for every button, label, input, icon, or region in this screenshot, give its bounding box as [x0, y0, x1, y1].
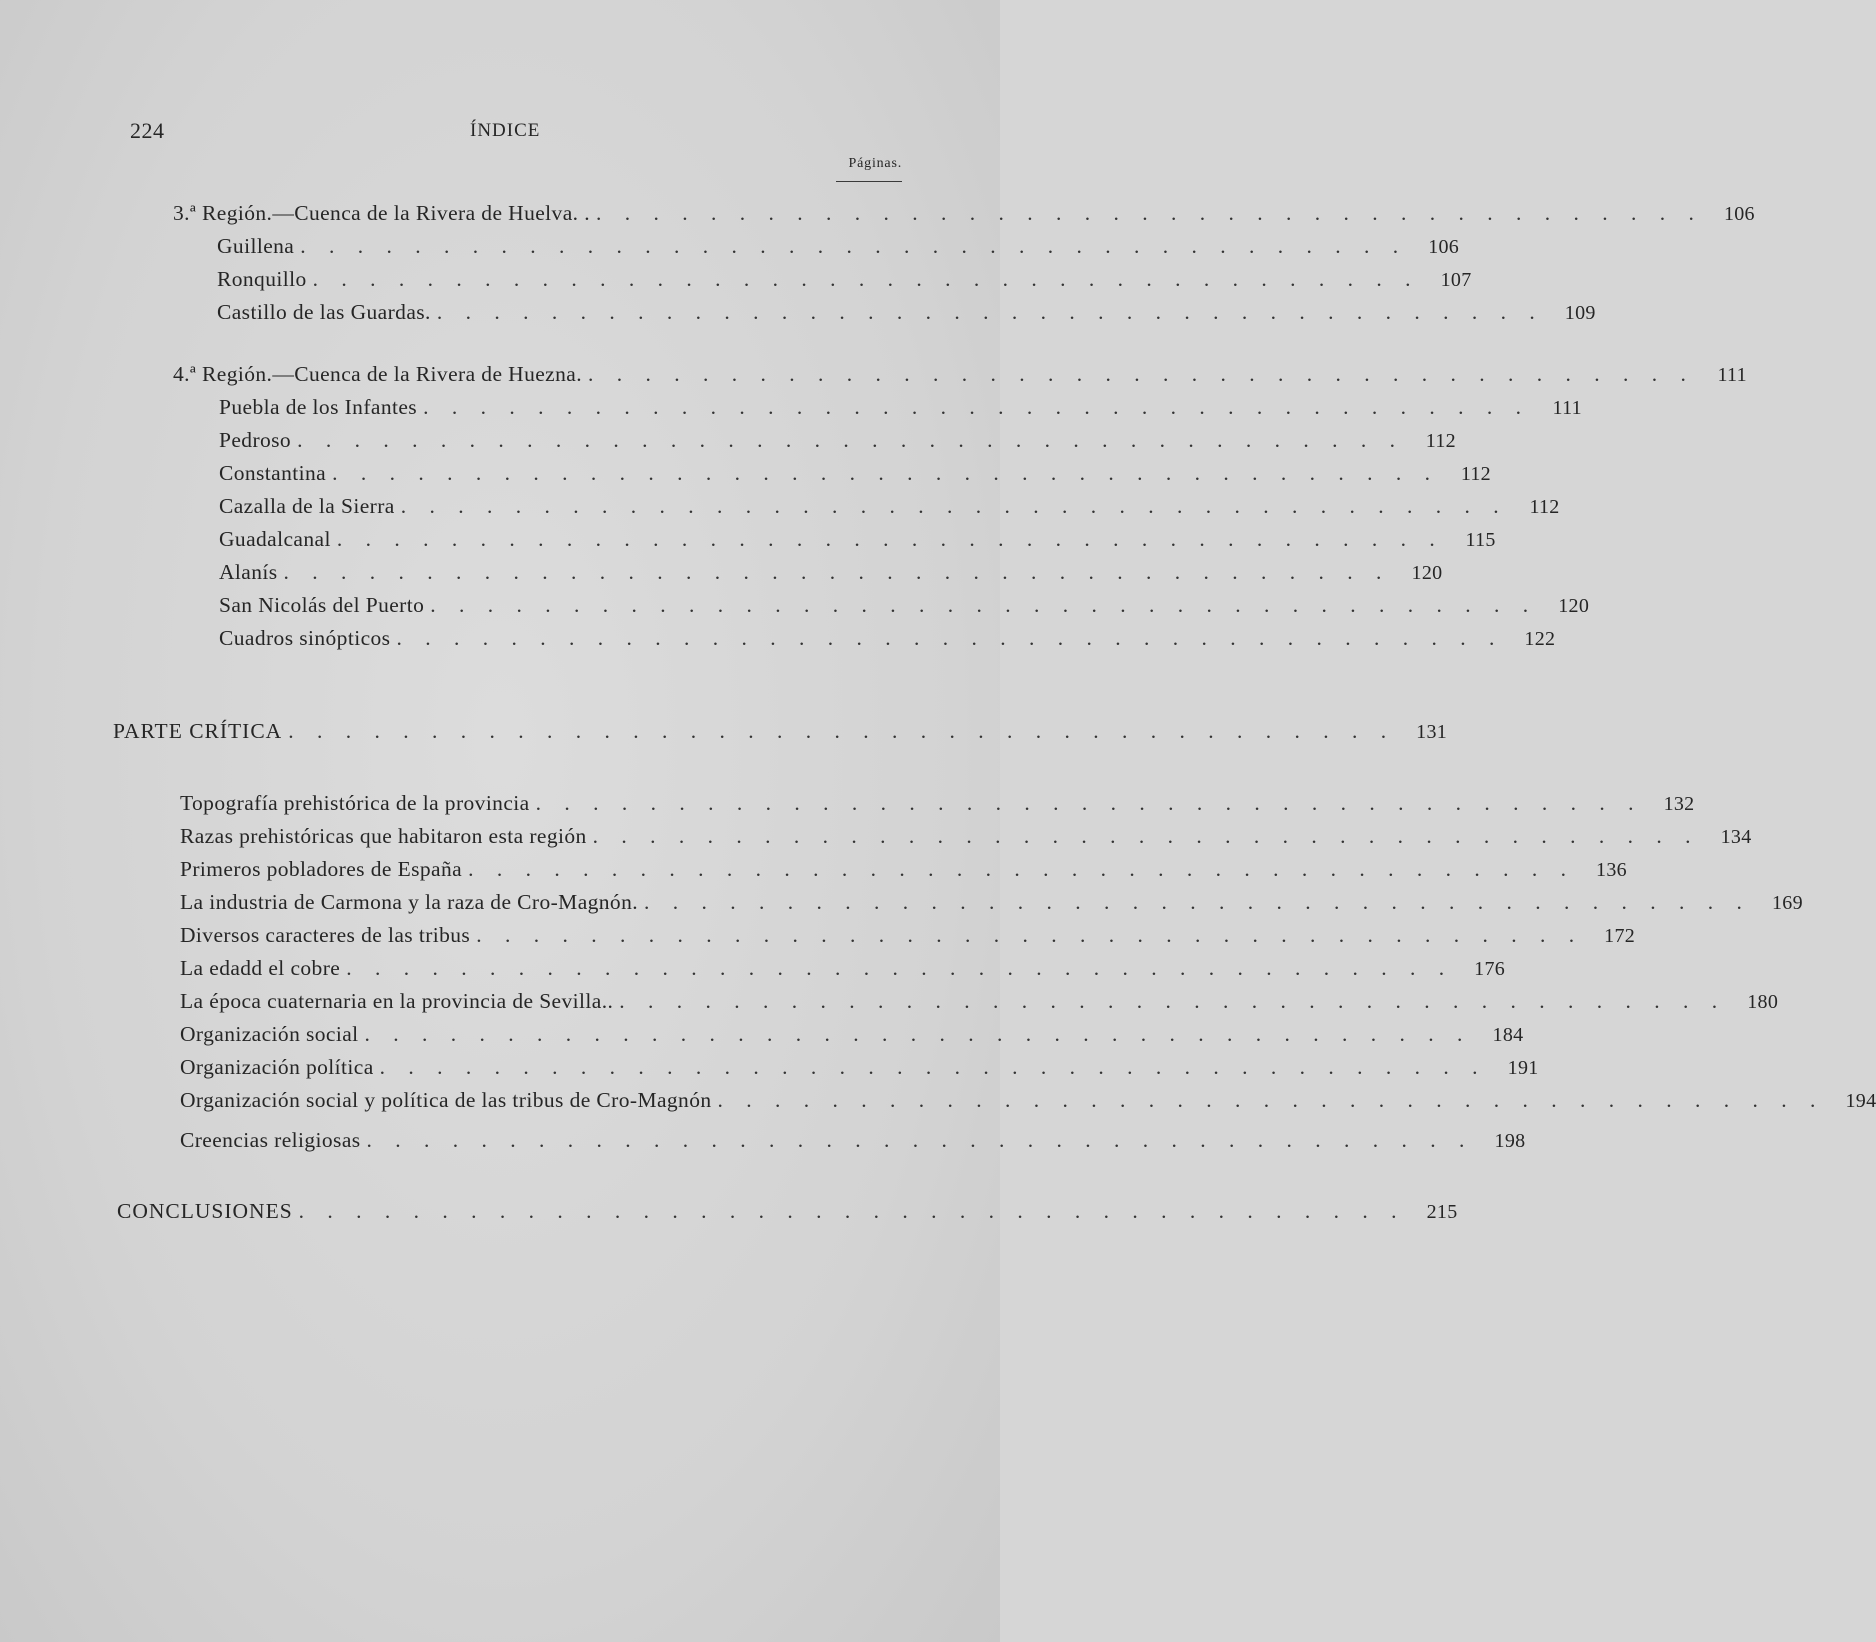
toc-entry-label: Primeros pobladores de España	[180, 857, 463, 881]
toc-entry	[180, 923, 1636, 955]
toc-entry-page: 194	[1845, 1090, 1876, 1112]
toc-entry	[217, 300, 1596, 332]
toc-entry-parte-critica	[113, 719, 1448, 751]
toc-entry-page: 115	[1465, 529, 1496, 551]
toc-entry-page: 111	[1717, 364, 1747, 386]
toc-entry	[219, 626, 1556, 658]
leader-dots: . . . . . . . . . . . . . . . . . . . . . . . . . . . . . . . . . . . . . . .	[400, 494, 1508, 518]
toc-entry-label: Topografía prehistórica de la provincia	[180, 791, 530, 815]
toc-entry-page: 106	[1428, 236, 1460, 258]
toc-entry	[180, 1022, 1524, 1054]
toc-entry	[180, 857, 1627, 889]
toc-entry-label: Castillo de las Guardas.	[217, 300, 431, 324]
toc-entry-label: Razas prehistóricas que habitaron esta región	[180, 824, 587, 848]
pages-caption-rule	[836, 181, 902, 182]
leader-dots: . . . . . . . . . . . . . . . . . . . . . . . . . . . . . . . . . . . . . . .	[298, 1199, 1406, 1223]
section-heading: PARTE CRÍTICA	[113, 719, 283, 743]
toc-entry-label: Organización social y política de las tribus de Cro-Magnón	[180, 1088, 712, 1112]
leader-dots: . . . . . . . . . . . . . . . . . . . . . . . . . . . . . . . . . . . . . . .	[283, 560, 1391, 584]
toc-entry-page: 172	[1604, 925, 1636, 947]
toc-entry-page: 198	[1494, 1130, 1526, 1152]
leader-dots: . . . . . . . . . . . . . . . . . . . . . . . . . . . . . . . . . . . . . . .	[288, 719, 1396, 743]
toc-entry-label: Cuadros sinópticos	[219, 626, 391, 650]
section-heading: CONCLUSIONES	[117, 1199, 293, 1223]
toc-entry-page: 191	[1507, 1057, 1539, 1079]
toc-entry-page: 112	[1425, 430, 1456, 452]
leader-dots: . . . . . . . . . . . . . . . . . . . . . . . . . . . . . . . . . . . . . . .	[300, 234, 1408, 258]
toc-entry-label: Organización social	[180, 1022, 359, 1046]
toc-entry	[217, 267, 1472, 299]
page-number: 224	[130, 118, 165, 143]
leader-dots: . . . . . . . . . . . . . . . . . . . . . . . . . . . . . . . . . . . . . . .	[346, 956, 1454, 980]
toc-entry	[180, 989, 1779, 1021]
leader-dots: . . . . . . . . . . . . . . . . . . . . . . . . . . . . . . . . . . . . . . .	[396, 626, 1504, 650]
toc-entry-label: 4.ª Región.—Cuenca de la Rivera de Huezna.	[173, 362, 582, 386]
toc-entry-page: 112	[1529, 496, 1560, 518]
leader-dots: . . . . . . . . . . . . . . . . . . . . . . . . . . . . . . . . . . . . . . .	[595, 201, 1703, 225]
toc-entry	[219, 395, 1582, 427]
toc-entry-label: Puebla de los Infantes	[219, 395, 418, 419]
running-title: ÍNDICE	[470, 120, 541, 141]
leader-dots: . . . . . . . . . . . . . . . . . . . . . . . . . . . . . . . . . . . . . . .	[619, 989, 1727, 1013]
toc-entry-page: 122	[1524, 628, 1556, 650]
toc-entry-label: Ronquillo	[217, 267, 307, 291]
toc-entry-label: 3.ª Región.—Cuenca de la Rivera de Huelva. .	[173, 201, 590, 225]
toc-entry-label: Cazalla de la Sierra	[219, 494, 395, 518]
toc-entry-label: La edadd el cobre	[180, 956, 341, 980]
toc-entry-page: 112	[1460, 463, 1491, 485]
toc-entry	[219, 593, 1590, 625]
leader-dots: . . . . . . . . . . . . . . . . . . . . . . . . . . . . . . . . . . . . . . .	[476, 923, 1584, 947]
pages-column-caption: Páginas.	[848, 156, 902, 171]
toc-entry-page: 176	[1474, 958, 1506, 980]
toc-entry-label: Creencias religiosas	[180, 1128, 361, 1152]
leader-dots: . . . . . . . . . . . . . . . . . . . . . . . . . . . . . . . . . . . . . . .	[312, 267, 1420, 291]
leader-dots: . . . . . . . . . . . . . . . . . . . . . . . . . . . . . . . . . . . . . . .	[588, 362, 1695, 386]
toc-entry-page: 111	[1552, 397, 1582, 419]
toc-entry-label: Alanís	[219, 560, 278, 584]
leader-dots: . . . . . . . . . . . . . . . . . . . . . . . . . . . . . . . . . . . . . . .	[436, 300, 1544, 324]
toc-entry-label: Constantina	[219, 461, 327, 485]
leader-dots: . . . . . . . . . . . . . . . . . . . . . . . . . . . . . . . . . . . . . . .	[332, 461, 1439, 485]
toc-entry-label: La época cuaternaria en la provincia de Sevilla..	[180, 989, 614, 1013]
leader-dots: . . . . . . . . . . . . . . . . . . . . . . . . . . . . . . . . . . . . . . .	[430, 593, 1538, 617]
toc-entry-label: Guadalcanal	[219, 527, 331, 551]
toc-entry-label: Pedroso	[219, 428, 292, 452]
toc-entry	[219, 461, 1491, 493]
toc-entry	[219, 527, 1496, 559]
toc-entry-page: 131	[1416, 721, 1448, 743]
toc-entry-page: 134	[1720, 826, 1752, 848]
leader-dots: . . . . . . . . . . . . . . . . . . . . . . . . . . . . . . . . . . . . . . .	[336, 527, 1444, 551]
toc-entry	[219, 428, 1456, 460]
leader-dots: . . . . . . . . . . . . . . . . . . . . . . . . . . . . . . . . . . . . . . .	[366, 1128, 1474, 1152]
toc-entry	[180, 1128, 1526, 1160]
toc-entry-label: La industria de Carmona y la raza de Cro-Magnón.	[180, 890, 639, 914]
toc-entry-page: 184	[1492, 1024, 1524, 1046]
leader-dots: . . . . . . . . . . . . . . . . . . . . . . . . . . . . . . . . . . . . . . .	[717, 1088, 1825, 1112]
toc-entry	[180, 890, 1803, 922]
leader-dots: . . . . . . . . . . . . . . . . . . . . . . . . . . . . . . . . . . . . . . .	[364, 1022, 1472, 1046]
toc-entry-page: 109	[1564, 302, 1596, 324]
toc-entry-page: 180	[1747, 991, 1779, 1013]
toc-entry-region-4	[173, 362, 1747, 394]
leader-dots: . . . . . . . . . . . . . . . . . . . . . . . . . . . . . . . . . . . . . . .	[379, 1055, 1487, 1079]
toc-entry	[180, 1055, 1539, 1087]
toc-entry-page: 169	[1771, 892, 1803, 914]
leader-dots: . . . . . . . . . . . . . . . . . . . . . . . . . . . . . . . . . . . . . . .	[468, 857, 1575, 881]
toc-entry-label: Diversos caracteres de las tribus	[180, 923, 471, 947]
toc-entry	[180, 956, 1506, 988]
toc-entry-page: 120	[1558, 595, 1590, 617]
leader-dots: . . . . . . . . . . . . . . . . . . . . . . . . . . . . . . . . . . . . . . .	[535, 791, 1643, 815]
leader-dots: . . . . . . . . . . . . . . . . . . . . . . . . . . . . . . . . . . . . . . .	[644, 890, 1751, 914]
toc-entry	[219, 494, 1560, 526]
toc-entry	[180, 791, 1695, 823]
running-head	[130, 118, 910, 152]
toc-entry-page: 215	[1426, 1201, 1458, 1223]
toc-entry-label: San Nicolás del Puerto	[219, 593, 425, 617]
toc-entry-label: Guillena	[217, 234, 295, 258]
toc-entry-page: 120	[1411, 562, 1443, 584]
toc-entry	[219, 560, 1443, 592]
toc-entry-page: 132	[1663, 793, 1695, 815]
toc-entry	[180, 1088, 1876, 1120]
toc-entry	[217, 234, 1460, 266]
leader-dots: . . . . . . . . . . . . . . . . . . . . . . . . . . . . . . . . . . . . . . .	[423, 395, 1530, 419]
toc-entry-page: 107	[1440, 269, 1472, 291]
leader-dots: . . . . . . . . . . . . . . . . . . . . . . . . . . . . . . . . . . . . . . .	[297, 428, 1404, 452]
toc-entry-label: Organización política	[180, 1055, 374, 1079]
toc-entry-conclusiones	[117, 1199, 1458, 1231]
toc-entry-page: 136	[1596, 859, 1627, 881]
leader-dots: . . . . . . . . . . . . . . . . . . . . . . . . . . . . . . . . . . . . . . .	[592, 824, 1700, 848]
toc-entry	[180, 824, 1752, 856]
toc-entry-region-3	[173, 201, 1755, 233]
toc-entry-page: 106	[1723, 203, 1755, 225]
